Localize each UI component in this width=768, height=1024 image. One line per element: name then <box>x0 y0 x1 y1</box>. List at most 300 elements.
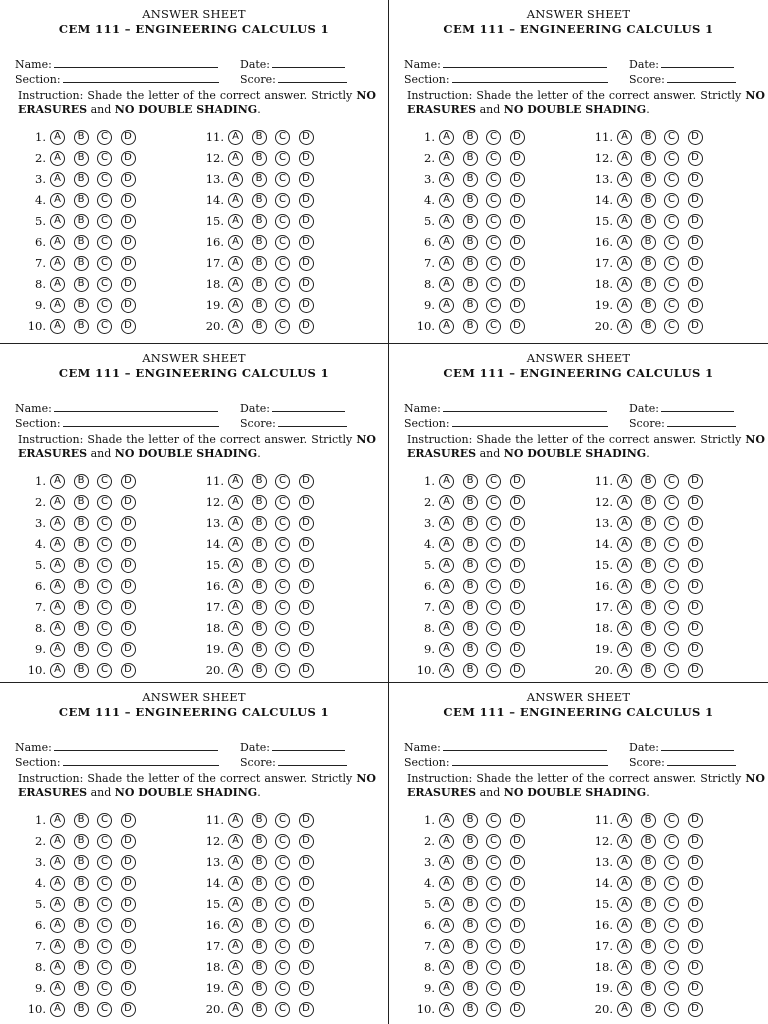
answer-bubble-d[interactable]: D <box>299 537 314 552</box>
answer-bubble-b[interactable]: B <box>641 235 656 250</box>
answer-bubble-a[interactable]: A <box>228 495 243 510</box>
answer-bubble-c[interactable]: C <box>486 474 501 489</box>
answer-bubble-d[interactable]: D <box>121 621 136 636</box>
answer-bubble-b[interactable]: B <box>463 256 478 271</box>
score-line[interactable] <box>667 72 736 83</box>
answer-bubble-d[interactable]: D <box>688 813 703 828</box>
answer-bubble-d[interactable]: D <box>510 621 525 636</box>
answer-bubble-b[interactable]: B <box>463 235 478 250</box>
answer-bubble-c[interactable]: C <box>97 319 112 334</box>
answer-bubble-b[interactable]: B <box>463 960 478 975</box>
answer-bubble-c[interactable]: C <box>664 537 679 552</box>
answer-bubble-c[interactable]: C <box>486 235 501 250</box>
answer-bubble-b[interactable]: B <box>463 897 478 912</box>
answer-bubble-b[interactable]: B <box>252 319 267 334</box>
answer-bubble-a[interactable]: A <box>617 537 632 552</box>
answer-bubble-d[interactable]: D <box>121 130 136 145</box>
answer-bubble-d[interactable]: D <box>299 855 314 870</box>
answer-bubble-d[interactable]: D <box>510 495 525 510</box>
answer-bubble-c[interactable]: C <box>97 621 112 636</box>
date-field[interactable] <box>629 740 734 754</box>
answer-bubble-c[interactable]: C <box>97 151 112 166</box>
answer-bubble-c[interactable]: C <box>275 621 290 636</box>
answer-bubble-b[interactable]: B <box>252 495 267 510</box>
answer-bubble-b[interactable]: B <box>463 151 478 166</box>
answer-bubble-b[interactable]: B <box>252 558 267 573</box>
answer-bubble-d[interactable]: D <box>121 918 136 933</box>
answer-bubble-a[interactable]: A <box>50 214 65 229</box>
answer-bubble-b[interactable]: B <box>252 1002 267 1017</box>
answer-bubble-d[interactable]: D <box>510 981 525 996</box>
score-field[interactable] <box>240 755 347 769</box>
answer-bubble-c[interactable]: C <box>275 319 290 334</box>
date-line[interactable] <box>272 740 345 751</box>
answer-bubble-b[interactable]: B <box>463 621 478 636</box>
answer-bubble-a[interactable]: A <box>617 1002 632 1017</box>
answer-bubble-a[interactable]: A <box>228 558 243 573</box>
answer-bubble-b[interactable]: B <box>74 918 89 933</box>
answer-bubble-a[interactable]: A <box>50 1002 65 1017</box>
answer-bubble-a[interactable]: A <box>50 621 65 636</box>
answer-bubble-a[interactable]: A <box>50 235 65 250</box>
answer-bubble-a[interactable]: A <box>228 151 243 166</box>
section-line[interactable] <box>63 72 219 83</box>
answer-bubble-a[interactable]: A <box>228 537 243 552</box>
answer-bubble-b[interactable]: B <box>74 193 89 208</box>
answer-bubble-b[interactable]: B <box>463 558 478 573</box>
answer-bubble-d[interactable]: D <box>510 855 525 870</box>
answer-bubble-d[interactable]: D <box>299 516 314 531</box>
answer-bubble-a[interactable]: A <box>439 939 454 954</box>
answer-bubble-c[interactable]: C <box>97 981 112 996</box>
answer-bubble-c[interactable]: C <box>664 981 679 996</box>
answer-bubble-c[interactable]: C <box>275 130 290 145</box>
answer-bubble-a[interactable]: A <box>617 621 632 636</box>
answer-bubble-d[interactable]: D <box>299 981 314 996</box>
answer-bubble-c[interactable]: C <box>486 939 501 954</box>
answer-bubble-d[interactable]: D <box>688 600 703 615</box>
answer-bubble-c[interactable]: C <box>97 172 112 187</box>
answer-bubble-a[interactable]: A <box>617 298 632 313</box>
answer-bubble-d[interactable]: D <box>121 474 136 489</box>
answer-bubble-b[interactable]: B <box>463 537 478 552</box>
answer-bubble-b[interactable]: B <box>252 834 267 849</box>
answer-bubble-d[interactable]: D <box>688 579 703 594</box>
answer-bubble-b[interactable]: B <box>252 235 267 250</box>
answer-bubble-a[interactable]: A <box>50 130 65 145</box>
answer-bubble-d[interactable]: D <box>688 172 703 187</box>
score-line[interactable] <box>667 755 736 766</box>
date-field[interactable] <box>240 401 345 415</box>
answer-bubble-d[interactable]: D <box>299 298 314 313</box>
section-field[interactable] <box>404 72 608 86</box>
answer-bubble-b[interactable]: B <box>252 918 267 933</box>
name-line[interactable] <box>54 57 218 68</box>
answer-bubble-b[interactable]: B <box>641 600 656 615</box>
answer-bubble-b[interactable]: B <box>74 981 89 996</box>
answer-bubble-b[interactable]: B <box>463 939 478 954</box>
answer-bubble-b[interactable]: B <box>252 298 267 313</box>
answer-bubble-c[interactable]: C <box>275 214 290 229</box>
answer-bubble-d[interactable]: D <box>121 319 136 334</box>
answer-bubble-b[interactable]: B <box>463 277 478 292</box>
answer-bubble-b[interactable]: B <box>463 495 478 510</box>
answer-bubble-a[interactable]: A <box>50 558 65 573</box>
score-field[interactable] <box>629 72 736 86</box>
answer-bubble-d[interactable]: D <box>688 834 703 849</box>
answer-bubble-a[interactable]: A <box>228 579 243 594</box>
answer-bubble-d[interactable]: D <box>688 537 703 552</box>
score-line[interactable] <box>667 416 736 427</box>
answer-bubble-d[interactable]: D <box>510 319 525 334</box>
answer-bubble-a[interactable]: A <box>228 600 243 615</box>
answer-bubble-c[interactable]: C <box>275 876 290 891</box>
answer-bubble-d[interactable]: D <box>299 319 314 334</box>
answer-bubble-d[interactable]: D <box>299 193 314 208</box>
answer-bubble-c[interactable]: C <box>97 537 112 552</box>
answer-bubble-a[interactable]: A <box>439 256 454 271</box>
section-field[interactable] <box>404 755 608 769</box>
answer-bubble-a[interactable]: A <box>617 897 632 912</box>
name-line[interactable] <box>443 740 607 751</box>
answer-bubble-a[interactable]: A <box>50 256 65 271</box>
answer-bubble-a[interactable]: A <box>439 537 454 552</box>
answer-bubble-b[interactable]: B <box>641 918 656 933</box>
answer-bubble-d[interactable]: D <box>688 642 703 657</box>
answer-bubble-d[interactable]: D <box>510 1002 525 1017</box>
answer-bubble-d[interactable]: D <box>688 897 703 912</box>
answer-bubble-b[interactable]: B <box>252 516 267 531</box>
answer-bubble-c[interactable]: C <box>486 897 501 912</box>
answer-bubble-d[interactable]: D <box>121 813 136 828</box>
answer-bubble-d[interactable]: D <box>688 214 703 229</box>
answer-bubble-b[interactable]: B <box>463 474 478 489</box>
answer-bubble-b[interactable]: B <box>252 981 267 996</box>
answer-bubble-a[interactable]: A <box>439 495 454 510</box>
answer-bubble-b[interactable]: B <box>463 855 478 870</box>
score-line[interactable] <box>278 416 347 427</box>
answer-bubble-c[interactable]: C <box>275 1002 290 1017</box>
answer-bubble-d[interactable]: D <box>299 579 314 594</box>
answer-bubble-c[interactable]: C <box>275 516 290 531</box>
answer-bubble-a[interactable]: A <box>439 130 454 145</box>
answer-bubble-b[interactable]: B <box>463 876 478 891</box>
answer-bubble-b[interactable]: B <box>252 277 267 292</box>
answer-bubble-c[interactable]: C <box>664 621 679 636</box>
answer-bubble-c[interactable]: C <box>664 214 679 229</box>
answer-bubble-b[interactable]: B <box>463 981 478 996</box>
name-field[interactable] <box>404 401 607 415</box>
answer-bubble-c[interactable]: C <box>664 172 679 187</box>
answer-bubble-a[interactable]: A <box>228 939 243 954</box>
answer-bubble-c[interactable]: C <box>275 151 290 166</box>
answer-bubble-a[interactable]: A <box>439 558 454 573</box>
answer-bubble-b[interactable]: B <box>641 897 656 912</box>
answer-bubble-c[interactable]: C <box>97 214 112 229</box>
answer-bubble-b[interactable]: B <box>641 558 656 573</box>
answer-bubble-d[interactable]: D <box>121 939 136 954</box>
answer-bubble-c[interactable]: C <box>486 193 501 208</box>
answer-bubble-b[interactable]: B <box>641 277 656 292</box>
score-field[interactable] <box>629 755 736 769</box>
answer-bubble-c[interactable]: C <box>664 193 679 208</box>
answer-bubble-c[interactable]: C <box>486 214 501 229</box>
answer-bubble-a[interactable]: A <box>50 981 65 996</box>
answer-bubble-d[interactable]: D <box>510 558 525 573</box>
answer-bubble-a[interactable]: A <box>228 1002 243 1017</box>
answer-bubble-a[interactable]: A <box>228 621 243 636</box>
answer-bubble-c[interactable]: C <box>486 579 501 594</box>
answer-bubble-d[interactable]: D <box>121 834 136 849</box>
answer-bubble-b[interactable]: B <box>252 579 267 594</box>
answer-bubble-b[interactable]: B <box>641 319 656 334</box>
answer-bubble-a[interactable]: A <box>439 813 454 828</box>
answer-bubble-c[interactable]: C <box>275 834 290 849</box>
answer-bubble-b[interactable]: B <box>463 298 478 313</box>
answer-bubble-a[interactable]: A <box>228 235 243 250</box>
answer-bubble-c[interactable]: C <box>664 876 679 891</box>
answer-bubble-c[interactable]: C <box>664 918 679 933</box>
answer-bubble-a[interactable]: A <box>50 474 65 489</box>
answer-bubble-d[interactable]: D <box>510 663 525 678</box>
answer-bubble-a[interactable]: A <box>439 516 454 531</box>
answer-bubble-b[interactable]: B <box>463 1002 478 1017</box>
answer-bubble-a[interactable]: A <box>228 813 243 828</box>
name-field[interactable] <box>15 57 218 71</box>
answer-bubble-c[interactable]: C <box>486 516 501 531</box>
answer-bubble-b[interactable]: B <box>463 579 478 594</box>
answer-bubble-a[interactable]: A <box>228 516 243 531</box>
answer-bubble-d[interactable]: D <box>688 256 703 271</box>
answer-bubble-c[interactable]: C <box>275 172 290 187</box>
answer-bubble-c[interactable]: C <box>486 298 501 313</box>
answer-bubble-b[interactable]: B <box>641 855 656 870</box>
answer-bubble-a[interactable]: A <box>439 298 454 313</box>
answer-bubble-b[interactable]: B <box>74 516 89 531</box>
answer-bubble-a[interactable]: A <box>50 663 65 678</box>
answer-bubble-d[interactable]: D <box>121 558 136 573</box>
answer-bubble-d[interactable]: D <box>121 1002 136 1017</box>
answer-bubble-c[interactable]: C <box>275 537 290 552</box>
answer-bubble-b[interactable]: B <box>641 298 656 313</box>
answer-bubble-c[interactable]: C <box>486 981 501 996</box>
answer-bubble-b[interactable]: B <box>641 151 656 166</box>
answer-bubble-a[interactable]: A <box>228 960 243 975</box>
answer-bubble-d[interactable]: D <box>688 1002 703 1017</box>
answer-bubble-c[interactable]: C <box>664 558 679 573</box>
answer-bubble-d[interactable]: D <box>121 256 136 271</box>
answer-bubble-c[interactable]: C <box>97 855 112 870</box>
answer-bubble-d[interactable]: D <box>121 214 136 229</box>
answer-bubble-b[interactable]: B <box>74 960 89 975</box>
answer-bubble-c[interactable]: C <box>664 474 679 489</box>
answer-bubble-a[interactable]: A <box>50 319 65 334</box>
answer-bubble-c[interactable]: C <box>275 558 290 573</box>
answer-bubble-a[interactable]: A <box>617 214 632 229</box>
answer-bubble-d[interactable]: D <box>121 897 136 912</box>
answer-bubble-a[interactable]: A <box>617 319 632 334</box>
answer-bubble-a[interactable]: A <box>439 663 454 678</box>
answer-bubble-c[interactable]: C <box>486 130 501 145</box>
answer-bubble-c[interactable]: C <box>97 298 112 313</box>
answer-bubble-d[interactable]: D <box>299 235 314 250</box>
answer-bubble-a[interactable]: A <box>228 642 243 657</box>
answer-bubble-a[interactable]: A <box>50 897 65 912</box>
answer-bubble-a[interactable]: A <box>617 981 632 996</box>
answer-bubble-a[interactable]: A <box>50 495 65 510</box>
answer-bubble-a[interactable]: A <box>617 235 632 250</box>
answer-bubble-d[interactable]: D <box>299 642 314 657</box>
answer-bubble-a[interactable]: A <box>50 813 65 828</box>
answer-bubble-b[interactable]: B <box>463 130 478 145</box>
answer-bubble-c[interactable]: C <box>97 876 112 891</box>
answer-bubble-a[interactable]: A <box>617 834 632 849</box>
name-field[interactable] <box>404 740 607 754</box>
answer-bubble-b[interactable]: B <box>252 876 267 891</box>
answer-bubble-b[interactable]: B <box>74 813 89 828</box>
answer-bubble-c[interactable]: C <box>275 235 290 250</box>
answer-bubble-d[interactable]: D <box>688 495 703 510</box>
answer-bubble-a[interactable]: A <box>228 897 243 912</box>
answer-bubble-c[interactable]: C <box>97 960 112 975</box>
answer-bubble-b[interactable]: B <box>463 214 478 229</box>
answer-bubble-b[interactable]: B <box>74 537 89 552</box>
answer-bubble-d[interactable]: D <box>299 130 314 145</box>
date-line[interactable] <box>661 740 734 751</box>
section-line[interactable] <box>63 416 219 427</box>
answer-bubble-b[interactable]: B <box>463 600 478 615</box>
answer-bubble-d[interactable]: D <box>299 558 314 573</box>
answer-bubble-c[interactable]: C <box>664 960 679 975</box>
answer-bubble-b[interactable]: B <box>641 663 656 678</box>
answer-bubble-b[interactable]: B <box>252 642 267 657</box>
answer-bubble-d[interactable]: D <box>121 642 136 657</box>
answer-bubble-b[interactable]: B <box>463 319 478 334</box>
answer-bubble-c[interactable]: C <box>486 918 501 933</box>
section-field[interactable] <box>15 755 219 769</box>
answer-bubble-b[interactable]: B <box>641 130 656 145</box>
answer-bubble-a[interactable]: A <box>228 193 243 208</box>
answer-bubble-b[interactable]: B <box>74 277 89 292</box>
answer-bubble-d[interactable]: D <box>121 663 136 678</box>
answer-bubble-a[interactable]: A <box>50 298 65 313</box>
answer-bubble-b[interactable]: B <box>252 151 267 166</box>
answer-bubble-a[interactable]: A <box>50 537 65 552</box>
score-line[interactable] <box>278 72 347 83</box>
answer-bubble-d[interactable]: D <box>121 495 136 510</box>
answer-bubble-a[interactable]: A <box>617 277 632 292</box>
answer-bubble-a[interactable]: A <box>228 834 243 849</box>
score-field[interactable] <box>240 72 347 86</box>
answer-bubble-a[interactable]: A <box>50 600 65 615</box>
answer-bubble-a[interactable]: A <box>228 876 243 891</box>
answer-bubble-c[interactable]: C <box>97 918 112 933</box>
answer-bubble-c[interactable]: C <box>97 834 112 849</box>
answer-bubble-c[interactable]: C <box>97 193 112 208</box>
answer-bubble-a[interactable]: A <box>439 151 454 166</box>
answer-bubble-c[interactable]: C <box>275 981 290 996</box>
answer-bubble-c[interactable]: C <box>275 960 290 975</box>
section-line[interactable] <box>452 416 608 427</box>
answer-bubble-c[interactable]: C <box>664 834 679 849</box>
answer-bubble-b[interactable]: B <box>74 621 89 636</box>
answer-bubble-d[interactable]: D <box>299 939 314 954</box>
answer-bubble-b[interactable]: B <box>74 663 89 678</box>
answer-bubble-a[interactable]: A <box>439 918 454 933</box>
answer-bubble-b[interactable]: B <box>252 939 267 954</box>
date-line[interactable] <box>661 401 734 412</box>
answer-bubble-d[interactable]: D <box>688 558 703 573</box>
answer-bubble-a[interactable]: A <box>617 960 632 975</box>
date-line[interactable] <box>661 57 734 68</box>
answer-bubble-d[interactable]: D <box>688 939 703 954</box>
answer-bubble-b[interactable]: B <box>252 256 267 271</box>
answer-bubble-d[interactable]: D <box>510 579 525 594</box>
answer-bubble-c[interactable]: C <box>275 600 290 615</box>
answer-bubble-d[interactable]: D <box>299 214 314 229</box>
answer-bubble-d[interactable]: D <box>510 130 525 145</box>
answer-bubble-c[interactable]: C <box>486 876 501 891</box>
answer-bubble-d[interactable]: D <box>299 918 314 933</box>
answer-bubble-b[interactable]: B <box>74 495 89 510</box>
answer-bubble-d[interactable]: D <box>299 813 314 828</box>
answer-bubble-d[interactable]: D <box>121 579 136 594</box>
answer-bubble-c[interactable]: C <box>275 918 290 933</box>
name-line[interactable] <box>54 740 218 751</box>
answer-bubble-a[interactable]: A <box>617 495 632 510</box>
answer-bubble-d[interactable]: D <box>510 214 525 229</box>
answer-bubble-b[interactable]: B <box>252 813 267 828</box>
answer-bubble-c[interactable]: C <box>664 151 679 166</box>
answer-bubble-b[interactable]: B <box>74 235 89 250</box>
answer-bubble-c[interactable]: C <box>275 277 290 292</box>
answer-bubble-b[interactable]: B <box>74 579 89 594</box>
answer-bubble-a[interactable]: A <box>50 516 65 531</box>
date-line[interactable] <box>272 57 345 68</box>
answer-bubble-a[interactable]: A <box>617 855 632 870</box>
section-line[interactable] <box>63 755 219 766</box>
answer-bubble-d[interactable]: D <box>688 516 703 531</box>
answer-bubble-a[interactable]: A <box>439 319 454 334</box>
answer-bubble-c[interactable]: C <box>664 298 679 313</box>
answer-bubble-a[interactable]: A <box>50 918 65 933</box>
answer-bubble-d[interactable]: D <box>299 876 314 891</box>
answer-bubble-a[interactable]: A <box>439 621 454 636</box>
answer-bubble-a[interactable]: A <box>617 876 632 891</box>
answer-bubble-d[interactable]: D <box>688 663 703 678</box>
answer-bubble-d[interactable]: D <box>299 897 314 912</box>
name-line[interactable] <box>443 57 607 68</box>
answer-bubble-a[interactable]: A <box>50 960 65 975</box>
answer-bubble-b[interactable]: B <box>74 151 89 166</box>
answer-bubble-c[interactable]: C <box>664 277 679 292</box>
answer-bubble-d[interactable]: D <box>510 474 525 489</box>
answer-bubble-d[interactable]: D <box>688 319 703 334</box>
answer-bubble-b[interactable]: B <box>641 813 656 828</box>
answer-bubble-a[interactable]: A <box>228 918 243 933</box>
answer-bubble-d[interactable]: D <box>299 495 314 510</box>
answer-bubble-d[interactable]: D <box>121 537 136 552</box>
answer-bubble-b[interactable]: B <box>463 193 478 208</box>
answer-bubble-b[interactable]: B <box>641 642 656 657</box>
answer-bubble-b[interactable]: B <box>252 193 267 208</box>
answer-bubble-d[interactable]: D <box>299 277 314 292</box>
answer-bubble-d[interactable]: D <box>121 172 136 187</box>
answer-bubble-a[interactable]: A <box>617 558 632 573</box>
section-field[interactable] <box>15 416 219 430</box>
score-line[interactable] <box>278 755 347 766</box>
answer-bubble-b[interactable]: B <box>641 516 656 531</box>
